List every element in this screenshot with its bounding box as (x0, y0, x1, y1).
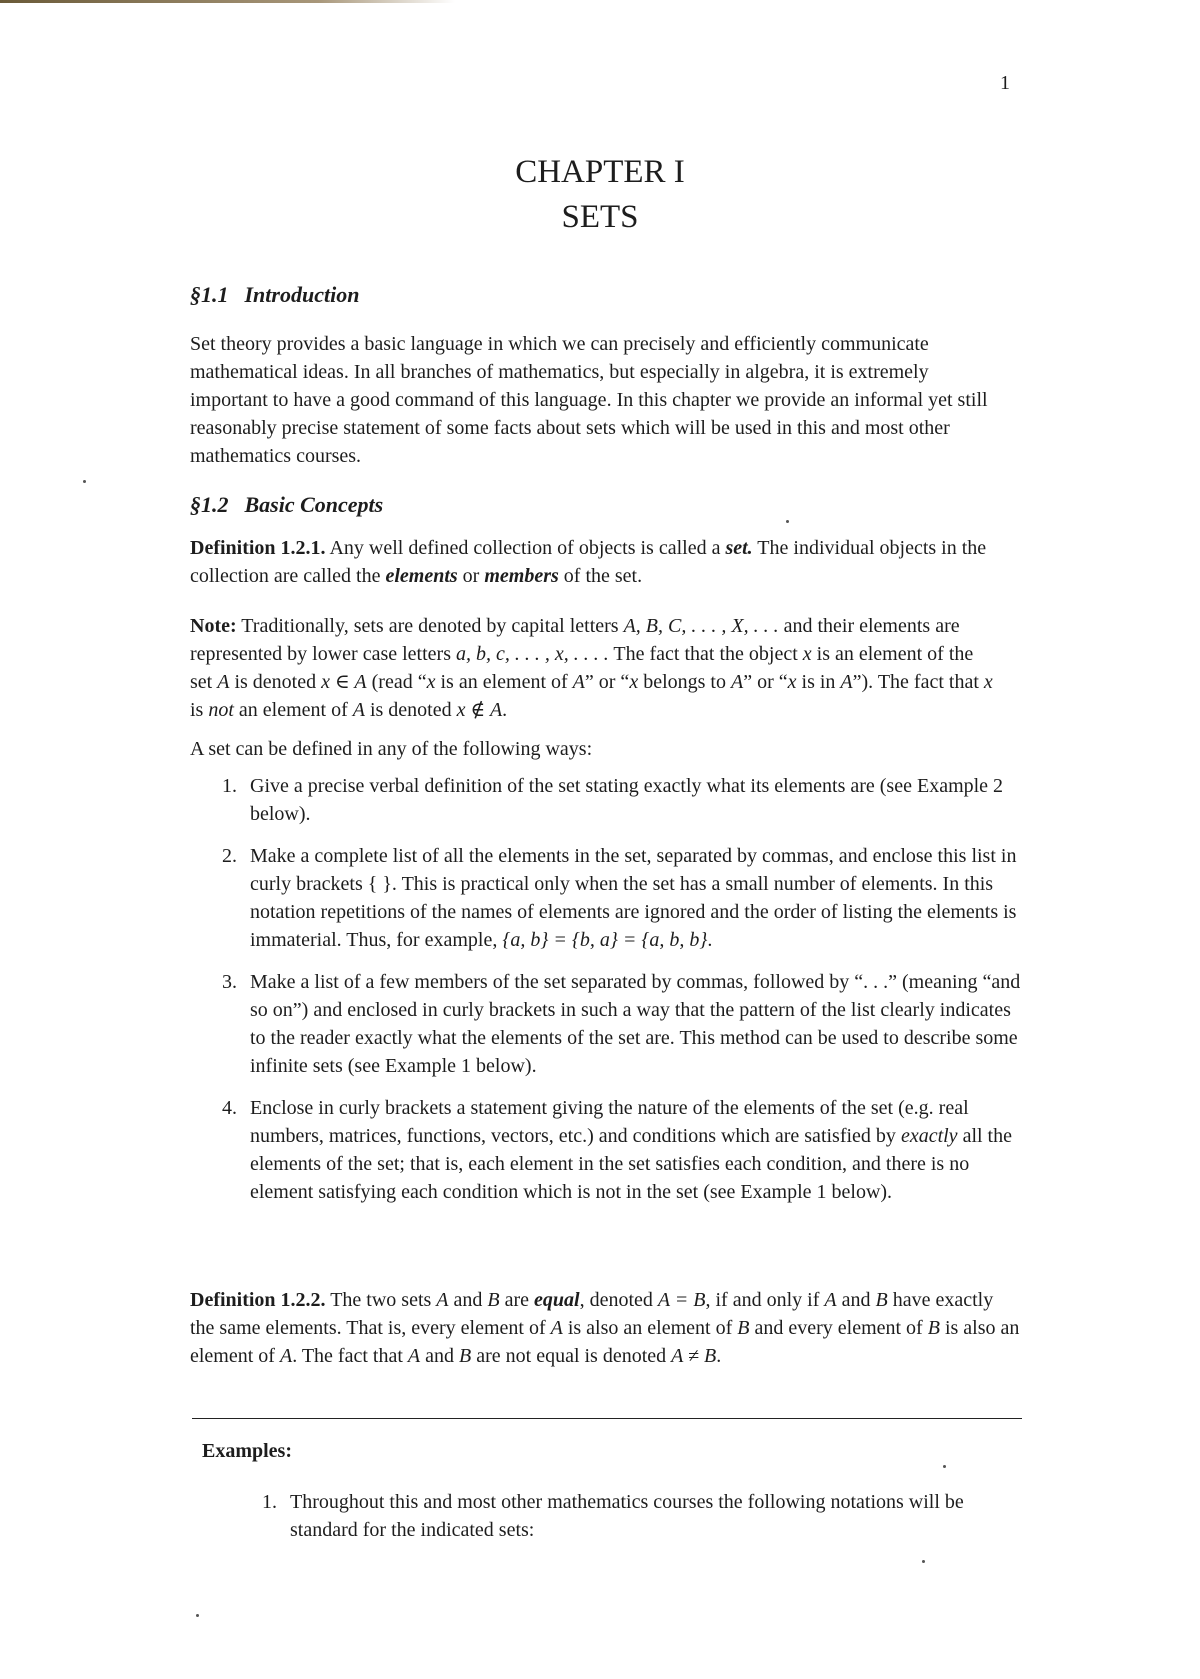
section-heading-basic-concepts (190, 492, 383, 518)
term-equal: equal (534, 1289, 580, 1311)
definition-text: and (420, 1345, 459, 1367)
list-item (222, 842, 1022, 954)
scan-speck (196, 1614, 199, 1617)
note-text: and their elements are represented by lower case letters (190, 615, 960, 665)
definition-text: is also an element of (190, 1317, 1020, 1367)
math: B (737, 1317, 750, 1339)
list-text: Make a list of a few members of the set separated by commas, followed by “. . .” (meaning “and so on”) and enclosed in curly brackets in such a way that the pattern of the list clearly indicates to the reader exactly what the elements of the set are. This method can be used to describe some infinite sets (see Example 1 below). (250, 971, 1021, 1077)
page-number: 1 (1000, 72, 1010, 94)
note-text: The fact that the object (608, 643, 803, 665)
term-set: set. (725, 537, 753, 559)
definition-text: , if and only if (705, 1289, 825, 1311)
math: A, B, C, . . . , X, . . . (623, 615, 779, 637)
definition-text: The individual objects in the collection are called the (190, 537, 987, 587)
math: A (407, 1345, 421, 1367)
note-text: (read “ (366, 671, 427, 693)
definition-text: are (499, 1289, 535, 1311)
scan-edge (0, 0, 455, 3)
section-number: §1.2 (190, 492, 229, 517)
note-label: Note: (190, 615, 237, 637)
list-text: all the elements of the set; that is, each element in the set satisfies each condition, and there is no element satisfying each condition which is not in the set (see Example 1 below). (250, 1125, 1012, 1203)
note-paragraph (190, 612, 998, 724)
ways-intro: A set can be defined in any of the following ways: (190, 738, 593, 760)
math: x (983, 671, 993, 693)
definition-text: are not equal is denoted (471, 1345, 672, 1367)
math: B (459, 1345, 472, 1367)
math: x (629, 671, 639, 693)
math: {a, b} = {b, a} = {a, b, b} (502, 929, 708, 951)
chapter-title: SETS (561, 199, 639, 235)
note-text: belongs to (638, 671, 731, 693)
scan-speck (943, 1465, 946, 1468)
list-number: 2. (222, 845, 237, 867)
scan-speck (83, 480, 86, 483)
note-text: Traditionally, sets are denoted by capital letters (241, 615, 624, 637)
note-text: is (190, 699, 209, 721)
definition-text: and every element of (749, 1317, 928, 1339)
section-number: §1.1 (190, 282, 229, 307)
chapter-number: CHAPTER I (515, 154, 685, 190)
definition-1-2-2 (190, 1286, 1020, 1370)
section-title: Basic Concepts (244, 492, 384, 517)
example-number: 1. (262, 1491, 277, 1513)
math: A (550, 1317, 563, 1339)
note-text: ” or “ (743, 671, 788, 693)
example-item (262, 1488, 1022, 1544)
note-text: an element of (233, 699, 353, 721)
math: A (436, 1289, 449, 1311)
note-text: is in (796, 671, 841, 693)
math: x ∈ A (321, 671, 367, 693)
math: B (487, 1289, 500, 1311)
definition-text: is also an element of (562, 1317, 738, 1339)
list-number: 1. (222, 775, 237, 797)
definition-text: or (457, 565, 485, 587)
example-text: Throughout this and most other mathematics courses the following notations will be standard for the indicated sets: (290, 1491, 964, 1541)
math: a, b, c, . . . , x, . . . . (456, 643, 609, 665)
note-text: is an element of the set (190, 643, 974, 693)
math: not (208, 699, 234, 721)
math: A (572, 671, 585, 693)
math: A (840, 671, 853, 693)
math: A (217, 671, 230, 693)
definition-text: . (716, 1345, 722, 1367)
introduction-paragraph: Set theory provides a basic language in which we can precisely and efficiently communicate mathematical ideas. In all branches of mathematics, but especially in algebra, it is extremely important to have a good command of this language. In this chapter we provide an informal yet still reasonably precise statement of some facts about sets which will be used in this and most other mathematics courses. (190, 333, 988, 467)
definition-text: have exactly the same elements. That is, every element of (190, 1289, 994, 1339)
list-item (222, 968, 1022, 1080)
math: A ≠ B (671, 1345, 717, 1367)
definition-label: Definition 1.2.1. (190, 537, 326, 559)
list-number: 3. (222, 971, 237, 993)
math: x (802, 643, 812, 665)
term-elements: elements (385, 565, 458, 587)
definition-text: of the set. (558, 565, 643, 587)
math: B (927, 1317, 940, 1339)
definition-text: Any well defined collection of objects is called a (329, 537, 726, 559)
note-text: is denoted (364, 699, 457, 721)
math: x (787, 671, 797, 693)
note-text: ” or “ (584, 671, 630, 693)
definition-text: , denoted (579, 1289, 658, 1311)
examples-label: Examples: (202, 1440, 292, 1462)
definition-1-2-1 (190, 534, 990, 590)
list-text: . (707, 929, 713, 951)
list-item (222, 772, 1022, 828)
math: x (426, 671, 436, 693)
scan-speck (786, 520, 789, 523)
term-members: members (484, 565, 559, 587)
list-text: Make a complete list of all the elements in the set, separated by commas, and enclose this list in curly brackets { }. This is practical only when the set has a small number of elements. In this notation repetitions of the names of elements are ignored and the order of listing the elements is immaterial. Thus, for example, (250, 845, 1017, 951)
definition-text: . The fact that (292, 1345, 408, 1367)
note-text: is denoted (229, 671, 322, 693)
math: x ∉ A (456, 699, 503, 721)
note-text: . (502, 699, 508, 721)
list-text: Enclose in curly brackets a statement giving the nature of the elements of the set (e.g. real numbers, matrices, functions, vectors, etc.) and conditions which are satisfied by (250, 1097, 969, 1147)
math: A (279, 1345, 293, 1367)
ways-list (222, 772, 1022, 1220)
definition-label: Definition 1.2.2. (190, 1289, 326, 1311)
list-number: 4. (222, 1097, 237, 1119)
section-divider (192, 1418, 1022, 1419)
math: A (352, 699, 365, 721)
definition-text: and (836, 1289, 876, 1311)
math: A = B (657, 1289, 706, 1311)
section-title: Introduction (244, 282, 360, 307)
math: B (875, 1289, 888, 1311)
scan-speck (922, 1560, 925, 1563)
chapter-heading (0, 150, 1200, 240)
note-text: is an element of (435, 671, 573, 693)
list-item (222, 1094, 1022, 1206)
math: A (824, 1289, 837, 1311)
list-text: Give a precise verbal definition of the set stating exactly what its elements are (see Example 2 below). (250, 775, 1004, 825)
note-text: ”). The fact that (852, 671, 984, 693)
definition-text: The two sets (330, 1289, 437, 1311)
emphasis: exactly (900, 1125, 958, 1147)
definition-text: and (448, 1289, 488, 1311)
section-heading-introduction (190, 282, 359, 308)
math: A (730, 671, 744, 693)
